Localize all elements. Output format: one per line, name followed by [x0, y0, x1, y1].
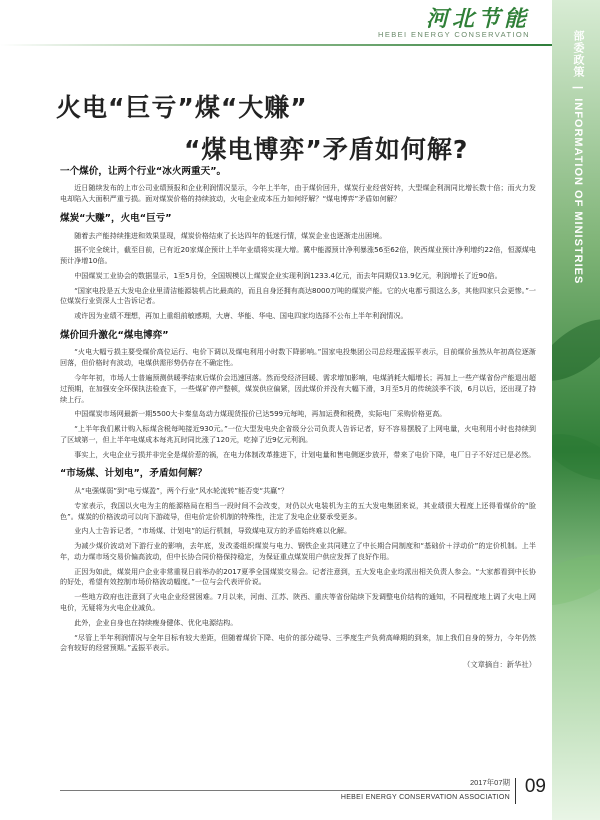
paragraph: 近日随续发布的上市公司业绩预报和企业利润情况显示，今年上半年，由于煤价回升，煤炭行业经营好转，大型煤企利润同比增长数十倍；而火力发电却陷入大面积严重亏损。面对煤炭价格的持续波动，火电企业成本压力如何纾解？“煤电博弈”矛盾如何解？ — [60, 183, 536, 204]
side-column — [552, 0, 600, 820]
article-source: （文章摘自：新华社） — [463, 660, 536, 670]
issue-label: 2017年07期 — [469, 778, 510, 787]
leaf-decoration — [552, 544, 600, 616]
paragraph: 中国煤炭工业协会的数据显示，1至5月份，全国规模以上煤炭企业实现利润1233.4亿元，而去年同期仅13.9亿元，利润增长了近90倍。 — [74, 270, 502, 280]
masthead-logo: 河北节能 — [425, 6, 530, 32]
paragraph: “上半年我们累计购入标煤含税每吨接近930元。”一位大型发电央企省级分公司负责人告诉记者，好不容易摆脱了上网电量，火电利用小时也持续到了区域第一，但上半年电煤成本每兆瓦时同比涨了120元，吃掉了近9亿元利润。 — [60, 424, 536, 444]
section-label-separator: | — [572, 86, 584, 91]
page-number: 09 — [524, 776, 546, 797]
paragraph: 从“电强煤弱”到“电亏煤盈”，两个行业“风水轮流转”能否变“共赢”？ — [74, 485, 289, 495]
paragraph: 此外，企业自身也在持续瘦身健体、优化电源结构。 — [74, 617, 238, 627]
leaf-decoration — [552, 425, 600, 490]
paragraph: “国家电投是五大发电企业里清洁能源装机占比最高的，而且自身还拥有高达8000万吨的煤炭产能。它的火电都亏损这么多，其他四家只会更惨。”一位煤炭行业资深人士告诉记者。 — [60, 285, 536, 306]
paragraph: 专家表示，我国以火电为主的能源格局在相当一段时间不会改变，对仍以火电装机为主的五大发电集团来说，其业绩很大程度上还得看煤价的“脸色”。煤炭的价格波动可以向下游疏导，但电价定价机制的特殊性，注定了发电企业要承受更多。 — [60, 500, 536, 521]
section-label-en: INFORMATION OF MINISTRIES — [572, 98, 584, 285]
paragraph: 为减少煤价波动对下游行业的影响，去年底，发改委组织煤炭与电力、钢铁企业共同建立了中长期合同制度和“基础价＋浮动价”的定价机制。上半年，动力煤市场交易价偏高波动，但中长协合同价格保持稳定，为保证重点煤炭用户供应发挥了良好作用。 — [60, 541, 536, 561]
association-name: HEBEI ENERGY CONSERVATION ASSOCIATION — [340, 794, 510, 801]
article-body — [60, 166, 536, 670]
paragraph: 据不完全统计，截至目前，已有近20家煤企预计上半年业绩将实现大增。冀中能源预计净利暴涨56至62倍，陕西煤业预计净利增约22倍，恒源煤电预计净增10倍。 — [60, 245, 536, 266]
footer-separator — [515, 778, 516, 804]
article-section — [60, 166, 536, 205]
section-heading: 煤炭“大赚”，火电“巨亏” — [60, 213, 172, 225]
section-label-cn: 部委政策 — [572, 30, 584, 78]
article-section — [60, 213, 536, 322]
title-line-2: “煤电博弈”矛盾如何解? — [184, 135, 469, 164]
paragraph: 今年年初，市场人士普遍预测供暖季结束后煤价会迅速回落。然而受经济回暖、需求增加影响，电煤消耗大幅增长；再加上一些产煤省份产能退出超过预期，在加强安全环保执法检查下，一些煤矿停产整顿，煤炭供应偏紧，因此煤价并没有大幅下滑，3月至5月的传统淡季不淡，6月以后，还出现了持续上行。 — [60, 373, 536, 404]
paragraph: 业内人士告诉记者，“市场煤、计划电”的运行机制，导致煤电双方的矛盾始终难以化解。 — [74, 526, 352, 536]
masthead-subtitle: HEBEI ENERGY CONSERVATION — [378, 30, 530, 39]
section-heading: “市场煤、计划电”，矛盾如何解？ — [60, 468, 207, 480]
article-title — [56, 88, 536, 166]
article-section — [60, 468, 536, 654]
article-section — [60, 330, 536, 461]
paragraph: 随着去产能持续推进和效果显现，煤炭价格结束了长达四年的低迷行情，煤炭企业也逐渐走出困境。 — [74, 230, 387, 240]
paragraph: 或许因为业绩不理想，再加上重组前敏感期，大唐、华能、华电、国电四家均选择不公布上半年利润情况。 — [74, 311, 408, 321]
title-line-1: 火电“巨亏”煤“大赚” — [56, 93, 308, 122]
footer-divider — [60, 790, 510, 791]
section-label — [570, 30, 586, 284]
paragraph: “尽管上半年利润情况与全年目标有较大差距，但随着煤价下降、电价的部分疏导、三季度生产负荷高峰期的到来，加上我们自身的努力，今年仍然会有较好的经营预期。”孟振平表示。 — [60, 632, 536, 653]
paragraph: 一些地方政府也注意到了火电企业经营困难。7月以来，河南、江苏、陕西、重庆等省份陆续下发调整电价结构的通知，不同程度地上调了火电上网电价，无疑将为火电企业减负。 — [60, 592, 536, 612]
paragraph: “火电大幅亏损主要受煤价高位运行、电价下调以及煤电利用小时数下降影响。”国家电投集团公司总经理孟振平表示，目前煤价虽然从年初高位逐渐回落，但价格时有波动，电煤供需形势仍存在不确定性。 — [60, 347, 536, 368]
section-heading: 一个煤价，让两个行业“冰火两重天”。 — [60, 166, 227, 177]
header-divider — [0, 44, 552, 46]
paragraph: 中国煤炭市场网最新一期5500大卡秦皇岛动力煤现货报价已达599元每吨，再加运费和税费，实际电厂采购价格更高。 — [74, 409, 447, 419]
leaf-decoration — [552, 308, 600, 392]
paragraph: 事实上，火电企业亏损并非完全是煤价惹的祸，在电力体制改革推进下，计划电量和售电侧逐步放开，带来了电价下降，电厂日子不好过已是必然。 — [74, 449, 536, 459]
section-heading: 煤价回升激化“煤电博弈” — [60, 329, 169, 341]
paragraph: 正因为如此，煤炭用户企业非常重视日前举办的2017夏季全国煤炭交易会。记者注意到，五大发电企业均派出相关负责人参会。“大家都看到中长协的好处，希望有效控制市场价格波动幅度。”一位与会代表评价说。 — [60, 566, 536, 587]
